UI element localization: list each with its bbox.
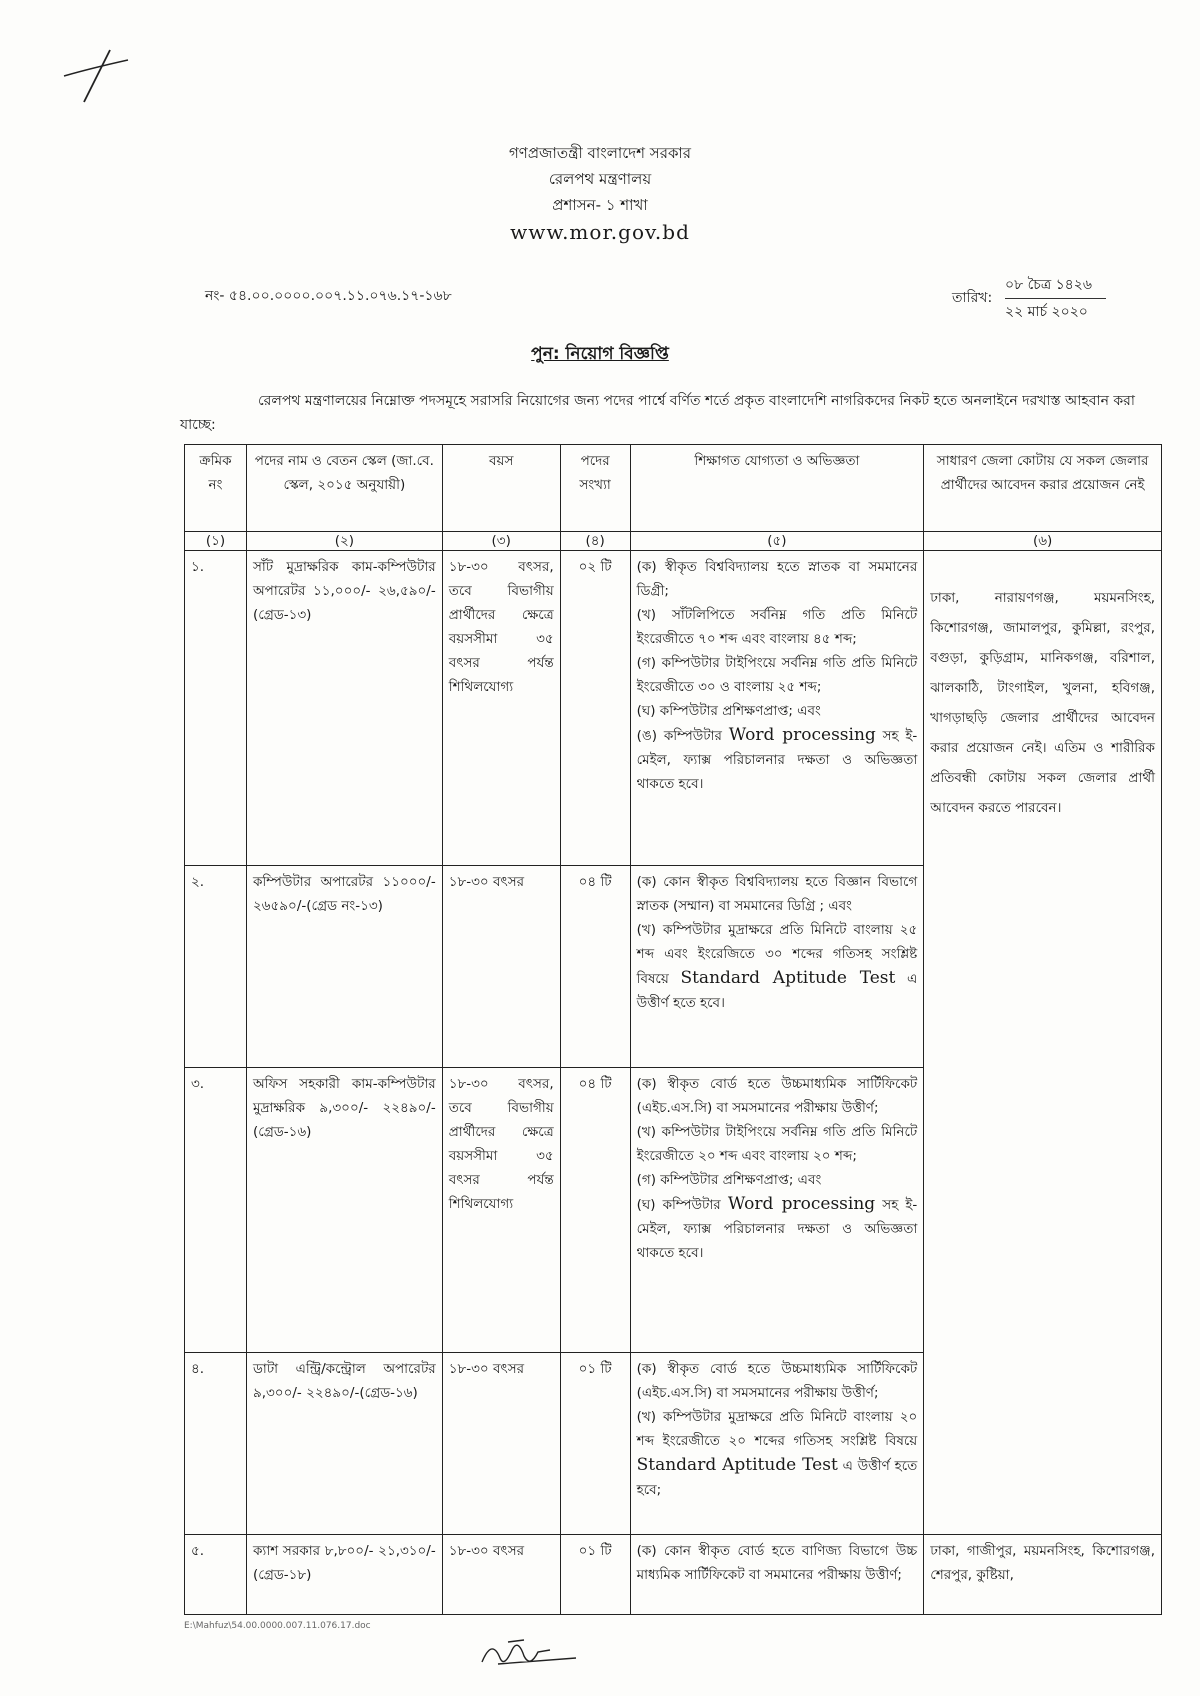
qualification-item: (খ) কম্পিউটার টাইপিংয়ে সর্বনিম্ন গতি প্রতি মিনিটে ইংরেজীতে ২০ শব্দ এবং বাংলায় ২০ শব্দ; [636, 1124, 918, 1164]
row-quota-districts: ঢাকা, নারায়ণগঞ্জ, ময়মনসিংহ, কিশোরগঞ্জ, জামালপুর, কুমিল্লা, রংপুর, বগুড়া, কুড়িগ্রাম, মানিকগঞ্জ, বরিশাল, ঝালকাঠি, টাংগাইল, খুলনা, হবিগঞ্জ, খাগড়াছড়ি জেলার প্রার্থীদের আবেদন করার প্রয়োজন নেই। এতিম ও শারীরিক প্রতিবন্ধী কোটায় সকল জেলার প্রার্থী আবেদন করতে পারবেন। [924, 551, 1162, 1535]
row-count: ০৪ টি [560, 1068, 630, 1353]
row-age: ১৮-৩০ বৎসর [442, 1535, 560, 1615]
header-age: বয়স [442, 445, 560, 532]
row-count: ০৪ টি [560, 866, 630, 1068]
row-serial: ৩. [185, 1068, 247, 1353]
ministry-name: রেলপথ মন্ত্রণালয় [548, 170, 652, 188]
row-post: ডাটা এন্ট্রি/কন্ট্রোল অপারেটর ৯,৩০০/- ২২৪৯০/-(গ্রেড-১৬) [246, 1353, 442, 1535]
date-bangla: ০৮ চৈত্র ১৪২৬ [1005, 272, 1106, 299]
header-quota: সাধারণ জেলা কোটায় যে সকল জেলার প্রার্থীদের আবেদন করার প্রয়োজন নেই [924, 445, 1162, 532]
row-post: অফিস সহকারী কাম-কম্পিউটার মুদ্রাক্ষরিক ৯,৩০০/- ২২৪৯০/-(গ্রেড-১৬) [246, 1068, 442, 1353]
row-qualifications [630, 1068, 924, 1353]
header-qualification: শিক্ষাগত যোগ্যতা ও অভিজ্ঞতা [630, 445, 924, 532]
row-count: ০২ টি [560, 551, 630, 866]
letterhead [0, 140, 1200, 244]
qualification-item: (ক) স্বীকৃত বোর্ড হতে উচ্চমাধ্যমিক সার্টিফিকেট (এইচ.এস.সি) বা সমসমানের পরীক্ষায় উত্তীর্ণ; [636, 1076, 918, 1116]
memo-number: নং- ৫৪.০০.০০০০.০০৭.১১.০৭৬.১৭-১৬৮ [205, 288, 452, 304]
column-number: (৫) [630, 532, 924, 551]
row-qualifications [630, 1353, 924, 1535]
column-number: (৪) [560, 532, 630, 551]
government-name: গণপ্রজাতন্ত্রী বাংলাদেশ সরকার [508, 144, 692, 162]
qualification-item: (ঙ) কম্পিউটার Word processing সহ ই-মেইল, ফ্যাক্স পরিচালনার দক্ষতা ও অভিজ্ঞতা থাকতে হবে। [636, 725, 918, 792]
column-number-row [185, 532, 1162, 551]
qualification-item: (খ) কম্পিউটার মুদ্রাক্ষরে প্রতি মিনিটে বাংলায় ২০ শব্দ ইংরেজীতে ২০ শব্দের গতিসহ সংশ্লিষ্ট বিষয়ে Standard Aptitude Test এ উত্তীর্ণ হতে হবে; [636, 1409, 918, 1498]
row-count: ০১ টি [560, 1353, 630, 1535]
header-count: পদের সংখ্যা [560, 445, 630, 532]
header-post: পদের নাম ও বেতন স্কেল (জা.বে. স্কেল, ২০১৫ অনুযায়ী) [246, 445, 442, 532]
row-post: সাঁট মুদ্রাক্ষরিক কাম-কম্পিউটার অপারেটর ১১,০০০/- ২৬,৫৯০/- (গ্রেড-১৩) [246, 551, 442, 866]
file-path-footer: E:\Mahfuz\54.00.0000.007.11.076.17.doc [184, 1621, 371, 1631]
table-header-row [185, 445, 1162, 532]
row-age: ১৮-৩০ বৎসর [442, 866, 560, 1068]
date-label: তারিখ: [952, 290, 993, 306]
qualification-item: (খ) কম্পিউটার মুদ্রাক্ষরে প্রতি মিনিটে বাংলায় ২৫ শব্দ এবং ইংরেজিতে ৩০ শব্দের গতিসহ সংশ্লিষ্ট বিষয়ে Standard Aptitude Test এ উত্তীর্ণ হতে হবে। [636, 922, 918, 1011]
vacancy-table [184, 444, 1162, 1615]
row-qualifications [630, 866, 924, 1068]
website-url[interactable]: www.mor.gov.bd [510, 220, 690, 244]
qualification-item: (ক) কোন স্বীকৃত বিশ্ববিদ্যালয় হতে বিজ্ঞান বিভাগে স্নাতক (সম্মান) বা সমমানের ডিগ্রি ; এবং [636, 874, 918, 914]
row-qualifications [630, 1535, 924, 1615]
column-number: (২) [246, 532, 442, 551]
column-number: (৬) [924, 532, 1162, 551]
qualification-item: (খ) সাঁটলিপিতে সর্বনিম্ন গতি প্রতি মিনিটে ইংরেজীতে ৭০ শব্দ এবং বাংলায় ৪৫ শব্দ; [636, 607, 918, 647]
row-quota-districts: ঢাকা, গাজীপুর, ময়মনসিংহ, কিশোরগঞ্জ, শেরপুর, কুষ্টিয়া, [924, 1535, 1162, 1615]
branch-name: প্রশাসন- ১ শাখা [552, 196, 648, 214]
row-serial: ৪. [185, 1353, 247, 1535]
row-serial: ৫. [185, 1535, 247, 1615]
row-serial: ২. [185, 866, 247, 1068]
intro-paragraph: রেলপথ মন্ত্রণালয়ের নিম্নোক্ত পদসমূহে সরাসরি নিয়োগের জন্য পদের পার্শ্বে বর্ণিত শর্তে প্রকৃত বাংলাদেশি নাগরিকদের নিকট হতে অনলাইনে দরখাস্ত আহবান করা যাচ্ছে: [180, 393, 1135, 433]
signature-icon [478, 1628, 588, 1674]
qualification-item: (ক) স্বীকৃত বিশ্ববিদ্যালয় হতে স্নাতক বা সমমানের ডিগ্রী; [636, 559, 918, 599]
qualification-item: (গ) কম্পিউটার টাইপিংয়ে সর্বনিম্ন গতি প্রতি মিনিটে ইংরেজীতে ৩০ ও বাংলায় ২৫ শব্দ; [636, 655, 918, 695]
row-age: ১৮-৩০ বৎসর, তবে বিভাগীয় প্রার্থীদের ক্ষেত্রে বয়সসীমা ৩৫ বৎসর পর্যন্ত শিথিলযোগ্য [442, 551, 560, 866]
notice-title: পুন: নিয়োগ বিজ্ঞপ্তি [531, 344, 669, 364]
date-block [1005, 272, 1106, 325]
header-serial: ক্রমিক নং [185, 445, 247, 532]
row-age: ১৮-৩০ বৎসর, তবে বিভাগীয় প্রার্থীদের ক্ষেত্রে বয়সসীমা ৩৫ বৎসর পর্যন্ত শিথিলযোগ্য [442, 1068, 560, 1353]
row-count: ০১ টি [560, 1535, 630, 1615]
qualification-item: (ক) স্বীকৃত বোর্ড হতে উচ্চমাধ্যমিক সার্টিফিকেট (এইচ.এস.সি) বা সমসমানের পরীক্ষায় উত্তীর্ণ; [636, 1361, 918, 1401]
date-english: ২২ মার্চ ২০২০ [1005, 304, 1088, 320]
row-qualifications [630, 551, 924, 866]
table-row [185, 1535, 1162, 1615]
row-post: কম্পিউটার অপারেটর ১১০০০/- ২৬৫৯০/-(গ্রেড নং-১৩) [246, 866, 442, 1068]
qualification-item: (ঘ) কম্পিউটার প্রশিক্ষণপ্রাপ্ত; এবং [636, 703, 821, 719]
qualification-item: (গ) কম্পিউটার প্রশিক্ষণপ্রাপ্ত; এবং [636, 1172, 822, 1188]
qualification-item: (ক) কোন স্বীকৃত বোর্ড হতে বাণিজ্য বিভাগে উচ্চ মাধ্যমিক সার্টিফিকেট বা সমমানের পরীক্ষায় উত্তীর্ণ; [636, 1543, 918, 1583]
handwritten-mark-icon [62, 46, 132, 106]
qualification-item: (ঘ) কম্পিউটার Word processing সহ ই-মেইল, ফ্যাক্স পরিচালনার দক্ষতা ও অভিজ্ঞতা থাকতে হবে। [636, 1194, 918, 1261]
row-post: ক্যাশ সরকার ৮,৮০০/- ২১,৩১০/-(গ্রেড-১৮) [246, 1535, 442, 1615]
row-age: ১৮-৩০ বৎসর [442, 1353, 560, 1535]
column-number: (৩) [442, 532, 560, 551]
table-row [185, 551, 1162, 866]
column-number: (১) [185, 532, 247, 551]
row-serial: ১. [185, 551, 247, 866]
